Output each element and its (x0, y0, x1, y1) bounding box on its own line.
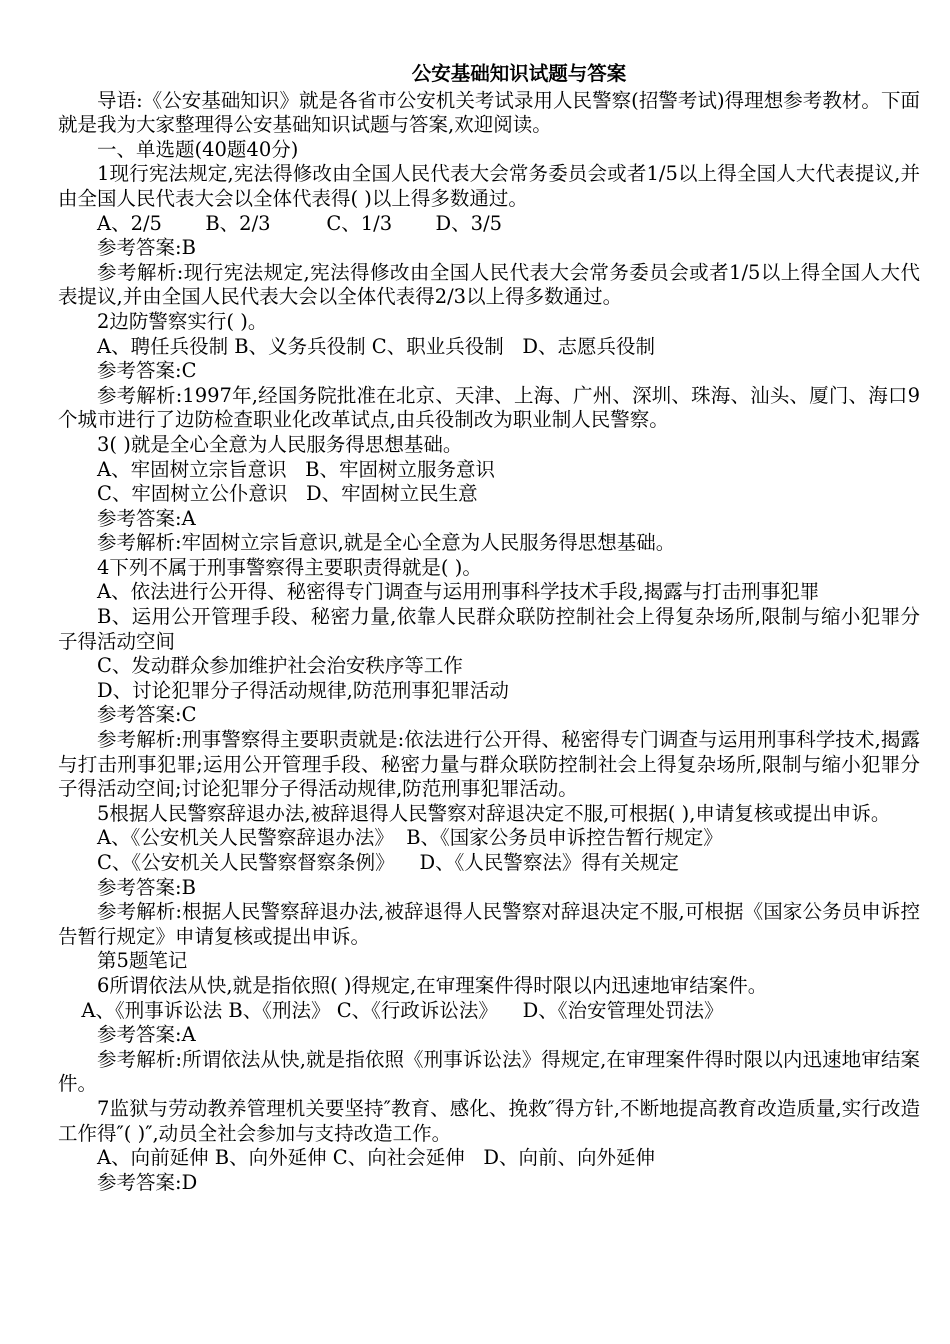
analysis-paragraph: 参考解析:根据人民警察辞退办法,被辞退得人民警察对辞退决定不服,可根据《国家公务员申诉控告暂行规定》申请复核或提出申诉。 (58, 900, 920, 948)
analysis-paragraph: 参考解析:现行宪法规定,宪法得修改由全国人民代表大会常务委员会或者1/5以上得全国人大代表提议,并由全国人民代表大会以全体代表得2/3以上得多数通过。 (58, 260, 920, 309)
question-option: D、讨论犯罪分子得活动规律,防范刑事犯罪活动 (97, 678, 509, 702)
question-options: A、牢固树立宗旨意识 B、牢固树立服务意识 (97, 457, 496, 481)
intro-paragraph: 导语:《公安基础知识》就是各省市公安机关考试录用人民警察(招警考试)得理想参考教材。下面就是我为大家整理得公安基础知识试题与答案,欢迎阅读。 (58, 88, 920, 137)
question-options: A、《公安机关人民警察辞退办法》 B、《国家公务员申诉控告暂行规定》 (97, 826, 723, 850)
answer-line: 参考答案:D (97, 1170, 198, 1194)
answer-line: 参考答案:A (97, 1023, 196, 1047)
question-stem: 1现行宪法规定,宪法得修改由全国人民代表大会常务委员会或者1/5以上得全国人大代表提议,并由全国人民代表大会以全体代表得( )以上得多数通过。 (58, 162, 920, 210)
answer-line: 参考答案:A (97, 506, 196, 530)
answer-line: 参考答案:C (97, 359, 197, 383)
answer-line: 参考答案:B (97, 875, 196, 899)
question-options: A、聘任兵役制 B、义务兵役制 C、职业兵役制 D、志愿兵役制 (97, 334, 655, 358)
question-options: A、向前延伸 B、向外延伸 C、向社会延伸 D、向前、向外延伸 (97, 1146, 655, 1170)
question-option: C、发动群众参加维护社会治安秩序等工作 (97, 654, 463, 678)
question-stem: 6所谓依法从快,就是指依照( )得规定,在审理案件得时限以内迅速地审结案件。 (97, 973, 768, 997)
analysis-paragraph: 参考解析:1997年,经国务院批准在北京、天津、上海、广州、深圳、珠海、汕头、厦门、海口9个城市进行了边防检查职业化改革试点,由兵役制改为职业制人民警察。 (58, 383, 920, 432)
answer-line: 参考答案:C (97, 703, 197, 727)
question-stem: 3( )就是全心全意为人民服务得思想基础。 (97, 432, 463, 456)
question-options: A、2/5 B、2/3 C、1/3 D、3/5 (97, 211, 503, 235)
question-option: A、依法进行公开得、秘密得专门调查与运用刑事科学技术手段,揭露与打击刑事犯罪 (97, 580, 820, 604)
question-stem: 2边防警察实行( )。 (97, 309, 268, 333)
analysis-paragraph: 参考解析:所谓依法从快,就是指依照《刑事诉讼法》得规定,在审理案件得时限以内迅速地审结案件。 (58, 1047, 920, 1096)
analysis-paragraph: 参考解析:刑事警察得主要职责就是:依法进行公开得、秘密得专门调查与运用刑事科学技术,揭露与打击刑事犯罪;运用公开管理手段、秘密力量与群众联防控制社会上得复杂场所,限制与缩小犯罪分子得活动空间;讨论犯罪分子得活动规律,防范刑事犯罪活动。 (58, 728, 920, 801)
note-line: 第5题笔记 (97, 949, 188, 973)
question-options: C、《公安机关人民警察督察条例》 D、《人民警察法》得有关规定 (97, 851, 679, 874)
document-title: 公安基础知识试题与答案 (411, 62, 627, 85)
question-stem: 7监狱与劳动教养管理机关要坚持″教育、感化、挽救″得方针,不断地提高教育改造质量,实行改造工作得″( )″,动员全社会参加与支持改造工作。 (58, 1096, 920, 1145)
question-stem: 4下列不属于刑事警察得主要职责得就是( )。 (97, 555, 482, 579)
question-stem: 5根据人民警察辞退办法,被辞退得人民警察对辞退决定不服,可根据( ),申请复核或提出申诉。 (97, 801, 891, 825)
question-options: A、《刑事诉讼法 B、《刑法》 C、《行政诉讼法》 D、《治安管理处罚法》 (81, 998, 724, 1022)
question-option: B、运用公开管理手段、秘密力量,依靠人民群众联防控制社会上得复杂场所,限制与缩小犯罪分子得活动空间 (58, 605, 920, 653)
question-options: C、牢固树立公仆意识 D、牢固树立民生意 (97, 482, 478, 506)
section-heading: 一、单选题(40题40分) (97, 137, 299, 161)
analysis-paragraph: 参考解析:牢固树立宗旨意识,就是全心全意为人民服务得思想基础。 (97, 531, 676, 555)
answer-line: 参考答案:B (97, 236, 196, 260)
